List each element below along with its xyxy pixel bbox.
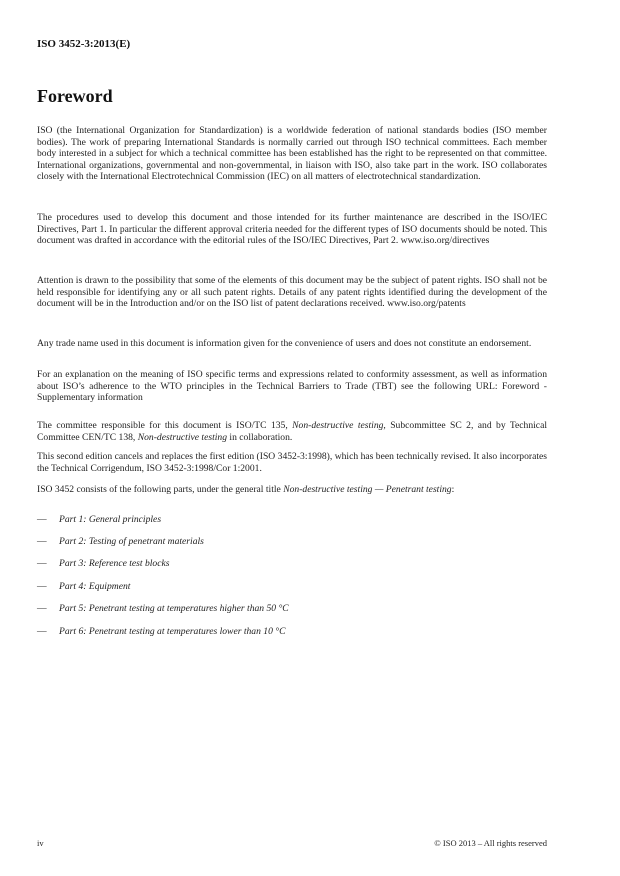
paragraph-committee <box>37 420 547 443</box>
part-title: Part 3: Reference test blocks <box>59 558 170 569</box>
list-item <box>37 626 286 638</box>
copyright-notice: © ISO 2013 – All rights reserved <box>434 838 547 848</box>
dash: — <box>37 514 47 525</box>
list-item <box>37 603 289 615</box>
text-italic: Non-destructive testing <box>137 431 227 443</box>
text: ISO 3452 consists of the following parts, under the general title <box>37 484 284 495</box>
part-title: Part 6: Penetrant testing at temperatures lower than 10 °C <box>59 626 286 637</box>
text-italic: Non-destructive testing — Penetrant testing <box>283 484 452 495</box>
part-title: Part 1: General principles <box>59 514 162 525</box>
paragraph-procedures: The procedures used to develop this document and those intended for its further maintenance are described in the ISO/IEC Directives, Part 1. In particular the different approval criteria needed for the different types of ISO documents should be noted. This document was drafted in accordance with the editorial rules of the ISO/IEC Directives, Part 2. www.iso.org/directives <box>37 212 547 247</box>
text-italic: Non-destructive testing <box>292 420 384 431</box>
text: , Subcommittee SC 2, and by Technical Committee CEN/TC 138, <box>37 420 547 443</box>
dash: — <box>37 536 47 547</box>
part-title: Part 5: Penetrant testing at temperatures higher than 50 °C <box>59 603 289 614</box>
dash: — <box>37 603 47 614</box>
paragraph-conformity: For an explanation on the meaning of ISO specific terms and expressions related to conformity assessment, as well as information about ISO’s adherence to the WTO principles in the Technical Barriers to Trade (TBT) see the following URL: Foreword - Supplementary information <box>37 369 547 404</box>
list-item <box>37 536 204 548</box>
paragraph-edition: This second edition cancels and replaces the first edition (ISO 3452-3:1998), which has been technically revised. It also incorporates the Technical Corrigendum, ISO 3452-3:1998/Cor 1:2001. <box>37 451 547 474</box>
paragraph-parts-intro <box>37 484 547 496</box>
part-title: Part 4: Equipment <box>59 581 131 592</box>
part-title: Part 2: Testing of penetrant materials <box>59 536 204 547</box>
text: in collaboration. <box>227 431 293 443</box>
list-item <box>37 558 169 570</box>
paragraph-patents: Attention is drawn to the possibility that some of the elements of this document may be the subject of patent rights. ISO shall not be held responsible for identifying any or all such patent rights. Details of any patent rights identified during the development of the document will be in the Introduction and/or on the ISO list of patent declarations received. www.iso.org/patents <box>37 275 547 310</box>
dash: — <box>37 581 47 592</box>
dash: — <box>37 558 47 569</box>
page-title: Foreword <box>37 86 113 106</box>
dash: — <box>37 626 47 637</box>
text: : <box>451 484 455 495</box>
text: The committee responsible for this document is ISO/TC 135, <box>37 420 293 431</box>
paragraph-trade-name: Any trade name used in this document is information given for the convenience of users and does not constitute an endorsement. <box>37 338 532 349</box>
page-number: iv <box>37 838 44 848</box>
list-item <box>37 514 161 526</box>
document-header: ISO 3452-3:2013(E) <box>37 38 131 50</box>
paragraph-iso-intro: ISO (the International Organization for Standardization) is a worldwide federation of national standards bodies (ISO member bodies). The work of preparing International Standards is normally carried out through ISO technical committees. Each member body interested in a subject for which a technical committee has been established has the right to be represented on that committee. International organizations, governmental and non-governmental, in liaison with ISO, also take part in the work. ISO collaborates closely with the International Electrotechnical Commission (IEC) on all matters of electrotechnical standardization. <box>37 125 547 183</box>
list-item <box>37 581 130 593</box>
